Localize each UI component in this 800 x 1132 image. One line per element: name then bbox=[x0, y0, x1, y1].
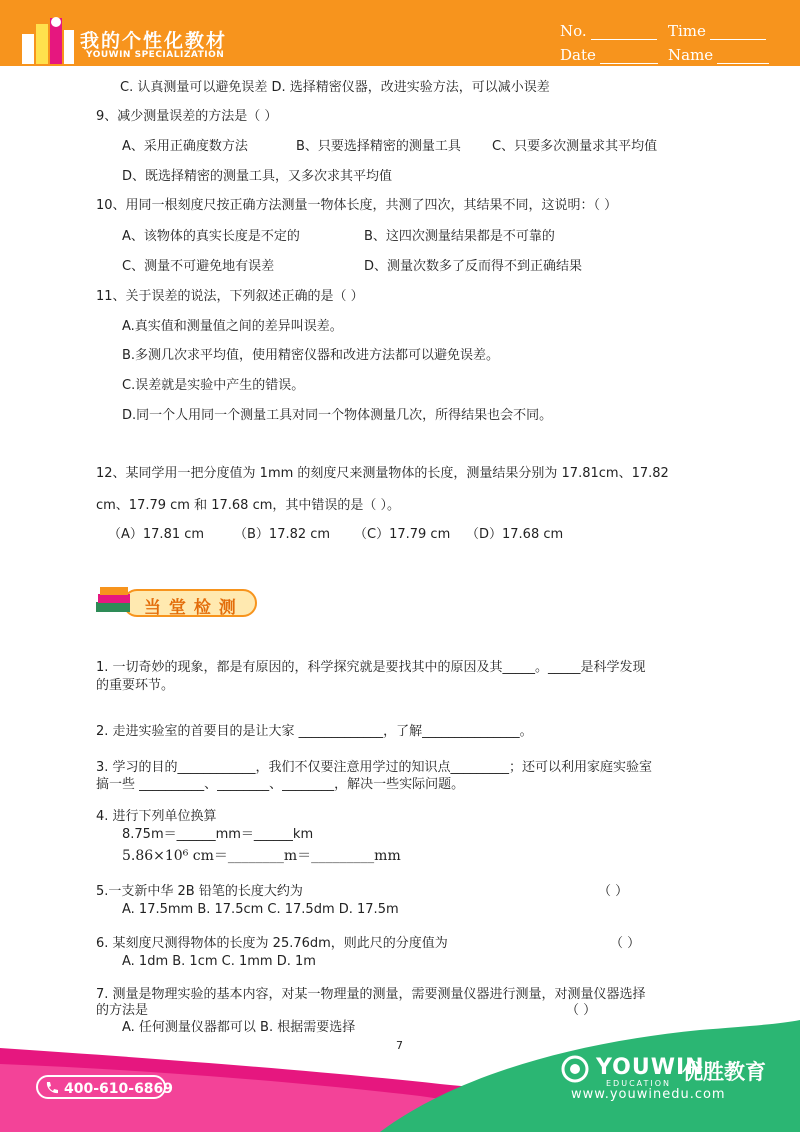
q10-option-a: A、该物体的真实长度是不定的 bbox=[122, 229, 300, 244]
q9-option-a: A、采用正确度数方法 bbox=[122, 139, 248, 154]
name-field: Name bbox=[668, 46, 769, 64]
q12-option-b: （B）17.82 cm bbox=[234, 527, 331, 542]
logo-chinese: 优胜教育 bbox=[682, 1060, 766, 1084]
t6-options: A. 1dm B. 1cm C. 1mm D. 1m bbox=[122, 954, 316, 969]
q12-stem-line2: cm、17.79 cm 和 17.68 cm，其中错误的是（ ）。 bbox=[96, 498, 401, 513]
t6-answer-paren: （ ） bbox=[610, 936, 641, 951]
q9-option-b: B、只要选择精密的测量工具 bbox=[296, 139, 461, 154]
youwin-logo-icon bbox=[560, 1054, 590, 1084]
date-field: Date bbox=[560, 46, 658, 64]
t1-line2: 的重要环节。 bbox=[96, 678, 175, 693]
q10-stem: 10、用同一根刻度尺按正确方法测量一物体长度，共测了四次，其结果不同，这说明：（ ） bbox=[96, 198, 618, 213]
q11-option-b: B.多测几次求平均值，使用精密仪器和改进方法都可以避免误差。 bbox=[122, 348, 500, 363]
q11-option-d: D.同一个人用同一个测量工具对同一个物体测量几次，所得结果也会不同。 bbox=[122, 408, 553, 423]
q9-option-d: D、既选择精密的测量工具，又多次求其平均值 bbox=[122, 169, 393, 184]
brand-title: 我的个性化教材 bbox=[80, 30, 228, 52]
phone-badge[interactable] bbox=[36, 1075, 174, 1099]
t4-stem: 4. 进行下列单位换算 bbox=[96, 809, 217, 824]
t7-answer-paren: （ ） bbox=[566, 1003, 597, 1018]
t4-conversion-2: 5.86×10⁶ cm＝________m＝_________mm bbox=[122, 848, 401, 864]
logo-education: EDUCATION bbox=[606, 1079, 672, 1088]
t3-line2: 搞一些 __________、________、________，解决一些实际问题。 bbox=[96, 777, 465, 792]
page-number: 7 bbox=[396, 1039, 403, 1052]
t5-options: A. 17.5mm B. 17.5cm C. 17.5dm D. 17.5m bbox=[122, 902, 399, 917]
q12-option-d: （D）17.68 cm bbox=[466, 527, 564, 542]
t7-line2: 的方法是 bbox=[96, 1003, 149, 1018]
q9-option-c: C、只要多次测量求其平均值 bbox=[492, 139, 658, 154]
t5-answer-paren: （ ） bbox=[598, 884, 629, 899]
q11-option-a: A.真实值和测量值之间的差异叫误差。 bbox=[122, 319, 343, 334]
t5-stem: 5.一支新中华 2B 铅笔的长度大约为 bbox=[96, 884, 303, 899]
t4-conversion-1: 8.75m＝______mm＝______km bbox=[122, 827, 314, 842]
phone-icon bbox=[44, 1080, 60, 1104]
t3-line1: 3. 学习的目的____________，我们不仅要注意用学过的知识点_________；还可以利用家庭实验室 bbox=[96, 760, 653, 775]
q11-option-c: C.误差就是实验中产生的错误。 bbox=[122, 378, 305, 393]
phone-number: 400-610-6869 bbox=[64, 1081, 174, 1097]
q9-stem: 9、减少测量误差的方法是（ ） bbox=[96, 109, 278, 124]
q12-option-a: （A）17.81 cm bbox=[108, 527, 205, 542]
q11-stem: 11、关于误差的说法，下列叙述正确的是（ ） bbox=[96, 289, 364, 304]
section-banner bbox=[94, 586, 258, 620]
q8-options-cd: C. 认真测量可以避免误差 D. 选择精密仪器，改进实验方法，可以减小误差 bbox=[120, 80, 550, 95]
books-icon bbox=[94, 586, 132, 616]
logo-english: YOUWIN bbox=[596, 1055, 705, 1080]
time-field: Time bbox=[668, 22, 766, 40]
t6-stem: 6. 某刻度尺测得物体的长度为 25.76dm，则此尺的分度值为 bbox=[96, 936, 448, 951]
header-divider bbox=[0, 64, 800, 66]
q10-option-d: D、测量次数多了反而得不到正确结果 bbox=[364, 259, 583, 274]
q10-option-c: C、测量不可避免地有误差 bbox=[122, 259, 275, 274]
t7-options: A. 任何测量仪器都可以 B. 根据需要选择 bbox=[122, 1020, 356, 1035]
t7-line1: 7. 测量是物理实验的基本内容，对某一物理量的测量，需要测量仪器进行测量，对测量仪器选择 bbox=[96, 987, 646, 1002]
q10-option-b: B、这四次测量结果都是不可靠的 bbox=[364, 229, 555, 244]
t2: 2. 走进实验室的首要目的是让大家 _____________，了解_______________。 bbox=[96, 724, 533, 739]
q12-option-c: （C）17.79 cm bbox=[354, 527, 451, 542]
no-field: No. bbox=[560, 22, 657, 40]
section-title: 当 堂 检 测 bbox=[144, 598, 237, 618]
t1-line1: 1. 一切奇妙的现象，都是有原因的，科学探究就是要找其中的原因及其_____。_____是科学发现 bbox=[96, 660, 646, 675]
city-logo-icon bbox=[20, 16, 76, 64]
website-url[interactable]: www.youwinedu.com bbox=[571, 1087, 726, 1102]
brand-subtitle: YOUWIN SPECIALIZATION bbox=[86, 50, 225, 60]
q12-stem-line1: 12、某同学用一把分度值为 1mm 的刻度尺来测量物体的长度，测量结果分别为 17.81cm、17.82 bbox=[96, 466, 669, 481]
